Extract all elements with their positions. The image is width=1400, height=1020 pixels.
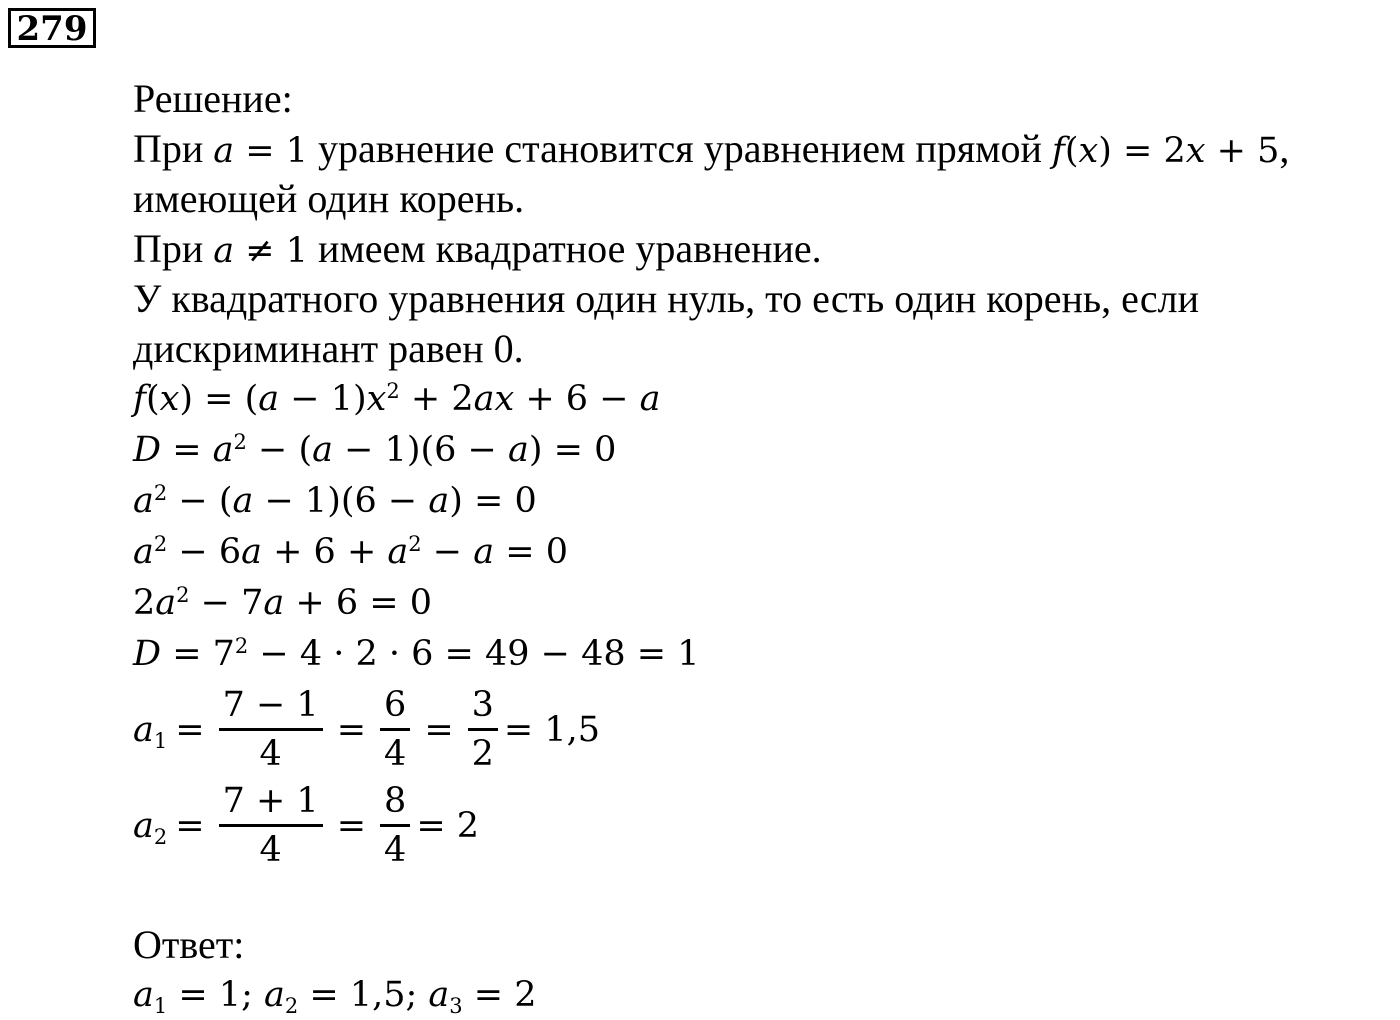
answer-values: $a_1 = 1$; $a_2 = 1,5$; $a_3 = 2$ [133,975,537,1019]
fraction-numerator: 7 + 1 [222,781,319,821]
answer-heading: Ответ: [133,922,245,967]
math-a-not-equal-1: a ≠ 1 [213,231,309,271]
text-line-1 [133,124,1289,176]
fraction-numerator: 6 [384,685,407,725]
text-line-5: дискриминант равен 0. [133,326,524,371]
fraction [219,684,323,775]
equation-step-1: $a^2 - (a - 1)(6 - a) = 0$ [133,481,537,521]
root-a1-equation: $a_1$ = $\frac{7 - 1}{4}$ = $\frac{6}{4}$ = $\frac{3}{2}$ = 1,5 [133,685,601,774]
fraction-numerator: 7 − 1 [222,685,319,725]
math-a-equals-1: a = 1 [213,131,309,171]
solution-heading: Решение: [133,76,293,121]
equation-discriminant-value: $D = 7^2 - 4 \cdot 2 \cdot 6 = 49 - 48 = 1$ [133,634,700,674]
fraction [219,780,323,871]
root-a2-equation: $a_2$ = $\frac{7 + 1}{4}$ = $\frac{8}{4}$ = 2 [133,781,480,870]
root-a2-result: = 2 [416,805,480,846]
text-line-2: имеющей один корень. [133,176,525,221]
equation-discriminant: $D = a^2 - (a - 1)(6 - a) = 0$ [133,430,617,470]
fraction [380,780,410,871]
fraction-denominator: 2 [468,728,498,775]
math-line-function: f(x) = 2x + 5 [1051,131,1280,171]
text-line-4: У квадратного уравнения один нуль, то есть один корень, если [133,276,1199,321]
equation-step-3: $2a^2 - 7a + 6 = 0$ [133,583,432,623]
fraction [468,684,498,775]
fraction-denominator: 4 [219,728,323,775]
equation-function: $f(x) = (a - 1)x^2 + 2ax + 6 - a$ [133,379,661,419]
root-a1-label: $a_1$ [133,709,168,753]
text-line-1-part-c: , [1279,126,1290,171]
fraction-denominator: 4 [380,728,410,775]
text-line-3 [133,224,822,276]
problem-number-box: 279 [8,8,96,48]
fraction-denominator: 4 [380,824,410,871]
fraction [380,684,410,775]
text-line-1-part-a: При [133,126,214,171]
fraction-numerator: 8 [384,781,407,821]
text-line-1-part-b: уравнение становится уравнением прямой [308,126,1052,171]
fraction-numerator: 3 [471,685,494,725]
fraction-denominator: 4 [219,824,323,871]
root-a1-result: = 1,5 [503,709,601,750]
text-line-3-part-a: При [133,226,214,271]
root-a2-label: $a_2$ [133,805,168,849]
text-line-3-part-b: имеем квадратное уравнение. [308,226,822,271]
equation-step-2: $a^2 - 6a + 6 + a^2 - a = 0$ [133,532,568,572]
